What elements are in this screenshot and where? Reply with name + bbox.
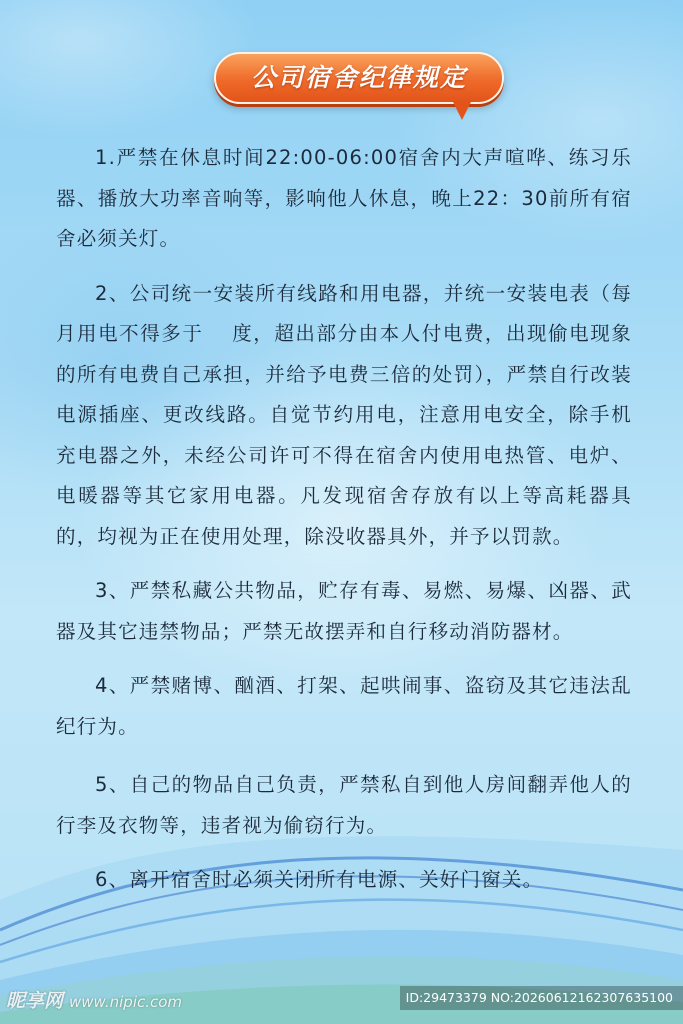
rule-4: 4、严禁赌博、酗酒、打架、起哄闹事、盗窃及其它违法乱纪行为。: [56, 674, 632, 738]
rule-2: 2、公司统一安装所有线路和用电器，并统一安装电表（每月用电不得多于 度，超出部分由本人付电费，出现偷电现象的所有电费自己承担，并给予电费三倍的处罚），严禁自行改装电源插座、更改线路。自觉节约用电，注意用电安全，除手机充电器之外，未经公司许可不得在宿舍内使用电热管、电炉、电暖器等其它家用电器。凡发现宿舍存放有以上等高耗器具的，均视为正在使用处理，除没收器具外，并予以罚款。: [56, 281, 632, 548]
watermark-logo: [6, 986, 182, 1016]
watermark-url: www.nipic.com: [69, 993, 183, 1011]
rule-3: 3、严禁私藏公共物品，贮存有毒、易燃、易爆、凶器、武器及其它违禁物品；严禁无故摆弄和自行移动消防器材。: [56, 579, 632, 643]
rule-5: 5、自己的物品自己负责，严禁私自到他人房间翻弄他人的行李及衣物等，违者视为偷窃行为。: [56, 773, 632, 837]
watermark-logo-text: 昵享网: [6, 990, 64, 1012]
rules-list: [56, 138, 632, 915]
rule-1: 1.严禁在休息时间22:00-06:00宿舍内大声喧哗、练习乐器、播放大功率音响等，影响他人休息，晚上22：30前所有宿舍必须关灯。: [56, 146, 632, 250]
rule-6: 6、离开宿舍时必须关闭所有电源、关好门窗关。: [95, 868, 544, 891]
watermark-id: ID:29473379 NO:20260612162307635100: [400, 986, 683, 1010]
page-title: 公司宿舍纪律规定: [250, 63, 467, 92]
